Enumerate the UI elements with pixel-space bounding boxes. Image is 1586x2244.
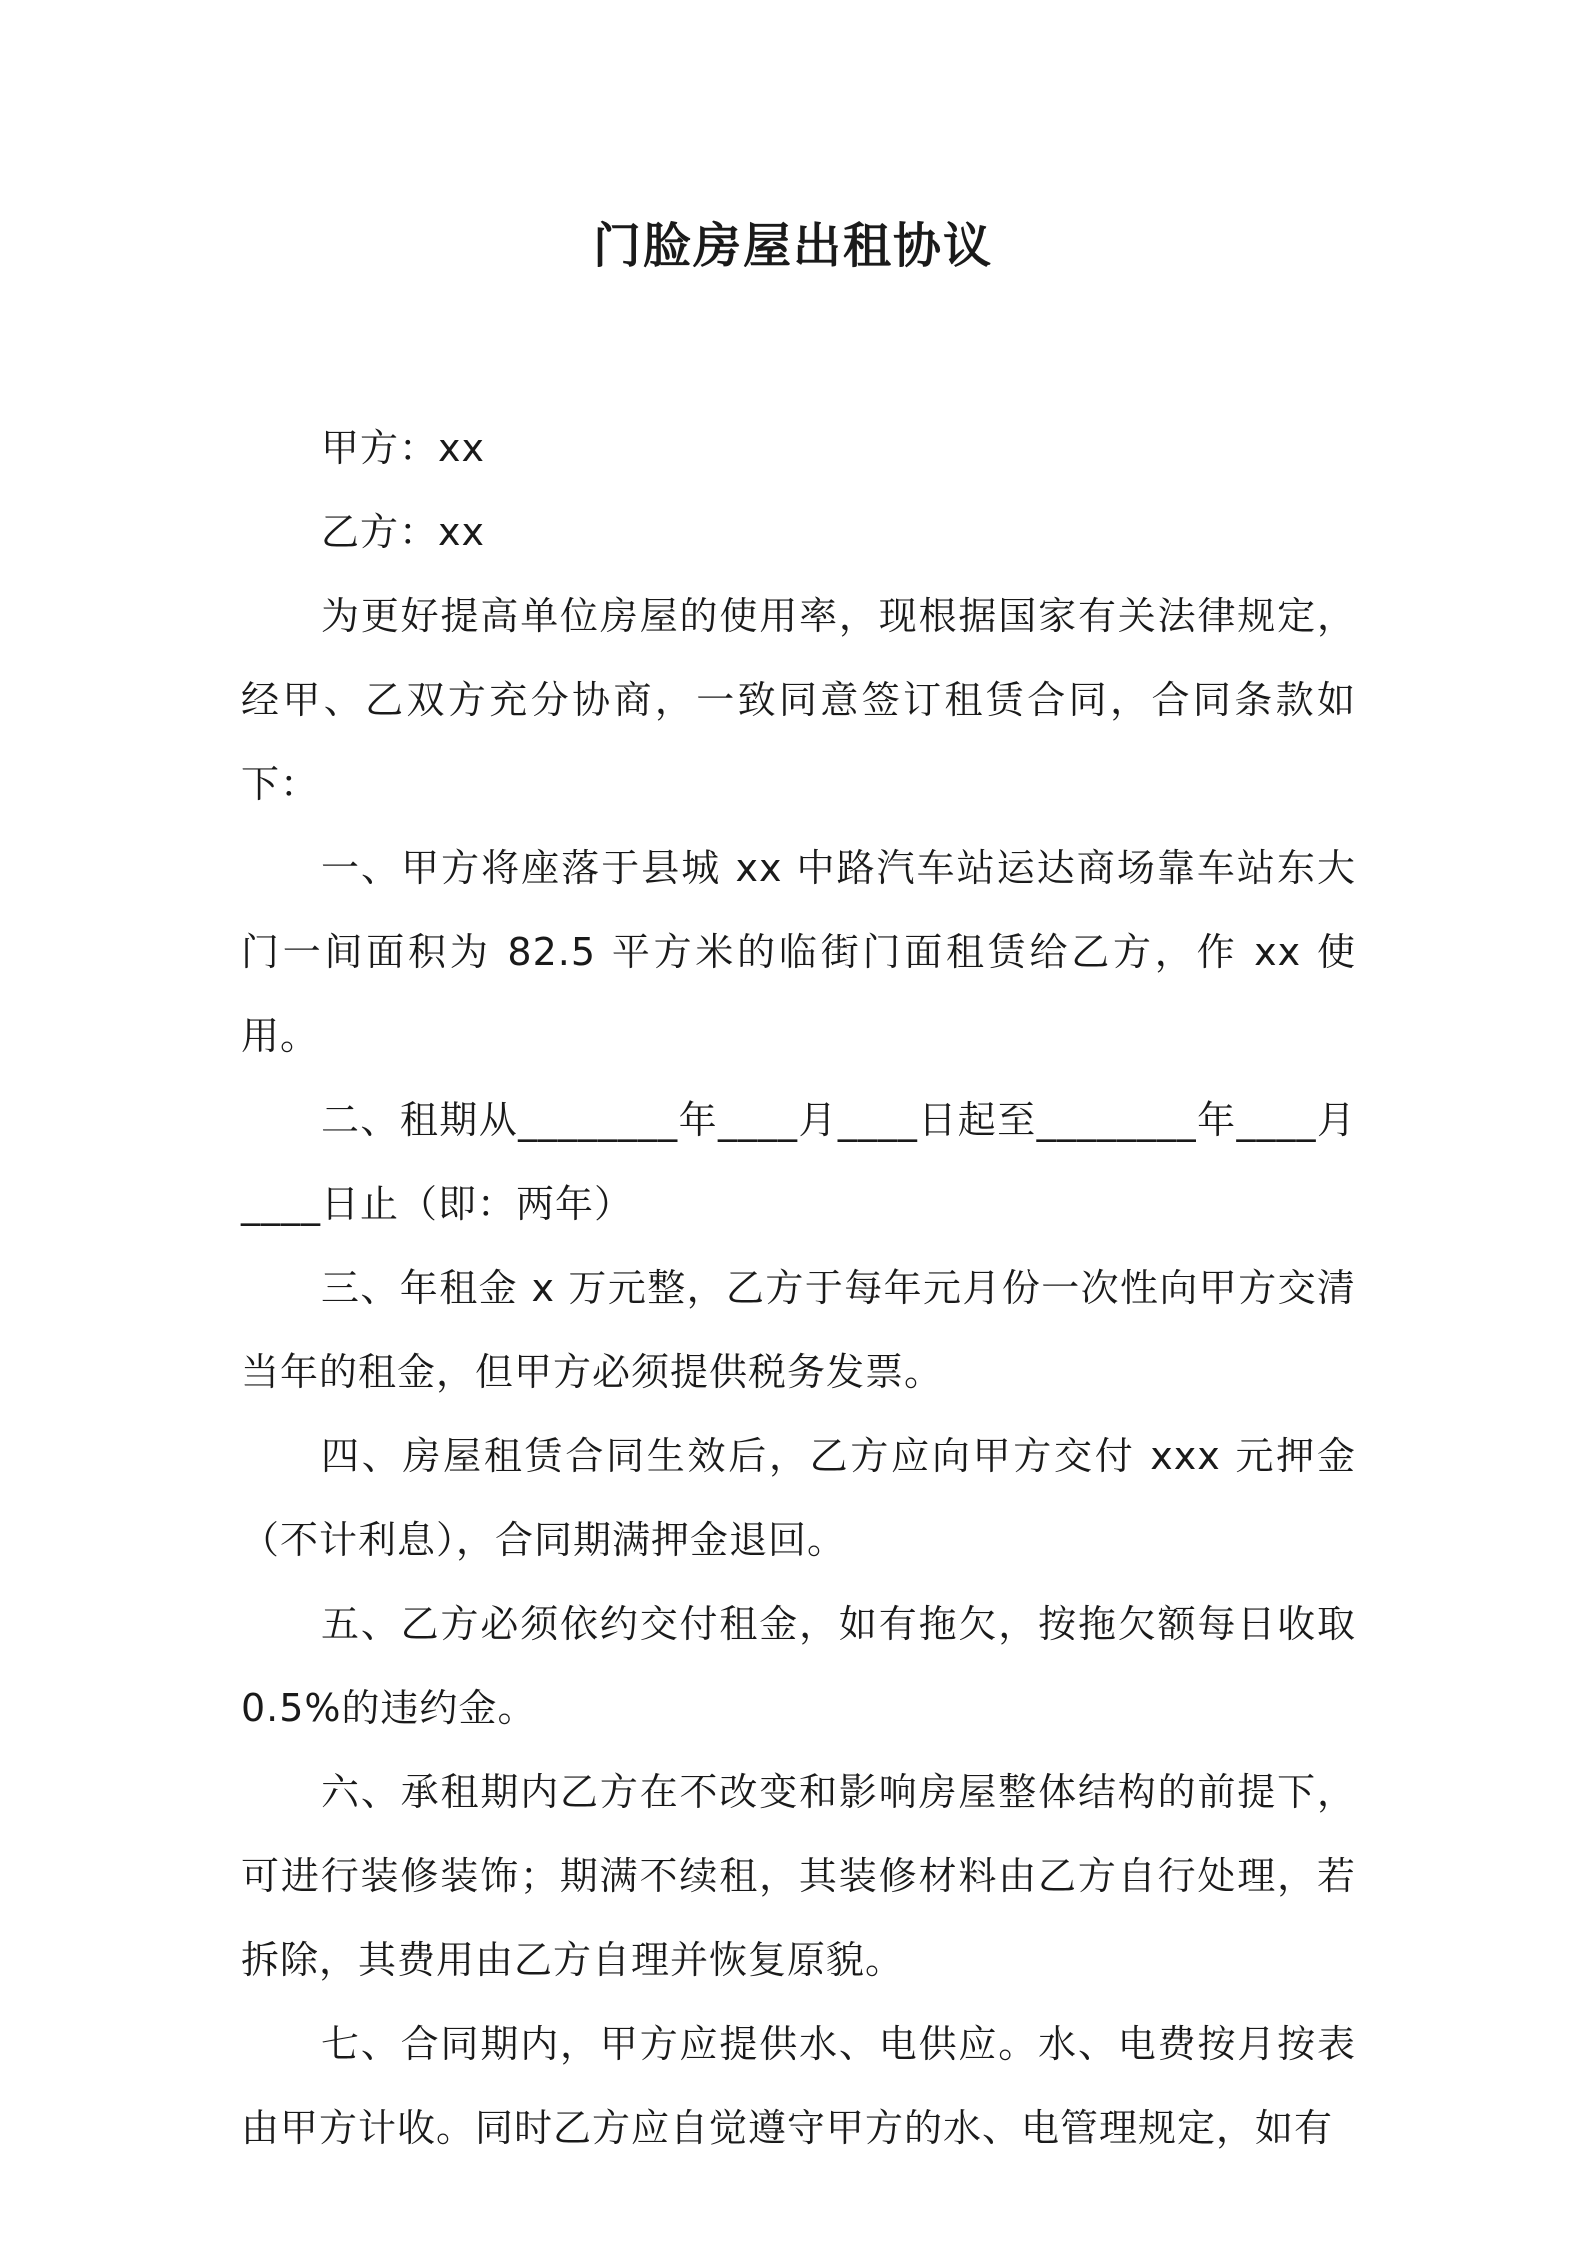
clause-1-paragraph: 一、甲方将座落于县城 xx 中路汽车站运达商场靠车站东大门一间面积为 82.5 平方米的临街门面租赁给乙方，作 xx 使用。 <box>241 846 1356 1058</box>
clause-6-paragraph: 六、承租期内乙方在不改变和影响房屋整体结构的前提下，可进行装修装饰；期满不续租，其装修材料由乙方自行处理，若拆除，其费用由乙方自理并恢复原貌。 <box>241 1770 1356 1982</box>
clause-7-paragraph: 七、合同期内，甲方应提供水、电供应。水、电费按月按表由甲方计收。同时乙方应自觉遵守甲方的水、电管理规定，如有 <box>241 2022 1356 2150</box>
preamble-paragraph: 为更好提高单位房屋的使用率，现根据国家有关法律规定，经甲、乙双方充分协商，一致同意签订租赁合同，合同条款如下： <box>241 594 1356 806</box>
document-title: 门脸房屋出租协议 <box>592 218 993 274</box>
clause-4-paragraph: 四、房屋租赁合同生效后，乙方应向甲方交付 xxx 元押金（不计利息），合同期满押金退回。 <box>241 1434 1356 1562</box>
party-b-line: 乙方：xx <box>321 510 485 554</box>
clause-2-paragraph: 二、租期从________年____月____日起至________年____月____日止（即：两年） <box>241 1098 1356 1226</box>
clause-3-paragraph: 三、年租金 x 万元整，乙方于每年元月份一次性向甲方交清当年的租金，但甲方必须提供税务发票。 <box>241 1266 1356 1394</box>
clause-5-paragraph: 五、乙方必须依约交付租金，如有拖欠，按拖欠额每日收取 0.5%的违约金。 <box>241 1602 1356 1730</box>
document-body <box>241 406 1356 2170</box>
party-a-line: 甲方：xx <box>321 426 485 470</box>
